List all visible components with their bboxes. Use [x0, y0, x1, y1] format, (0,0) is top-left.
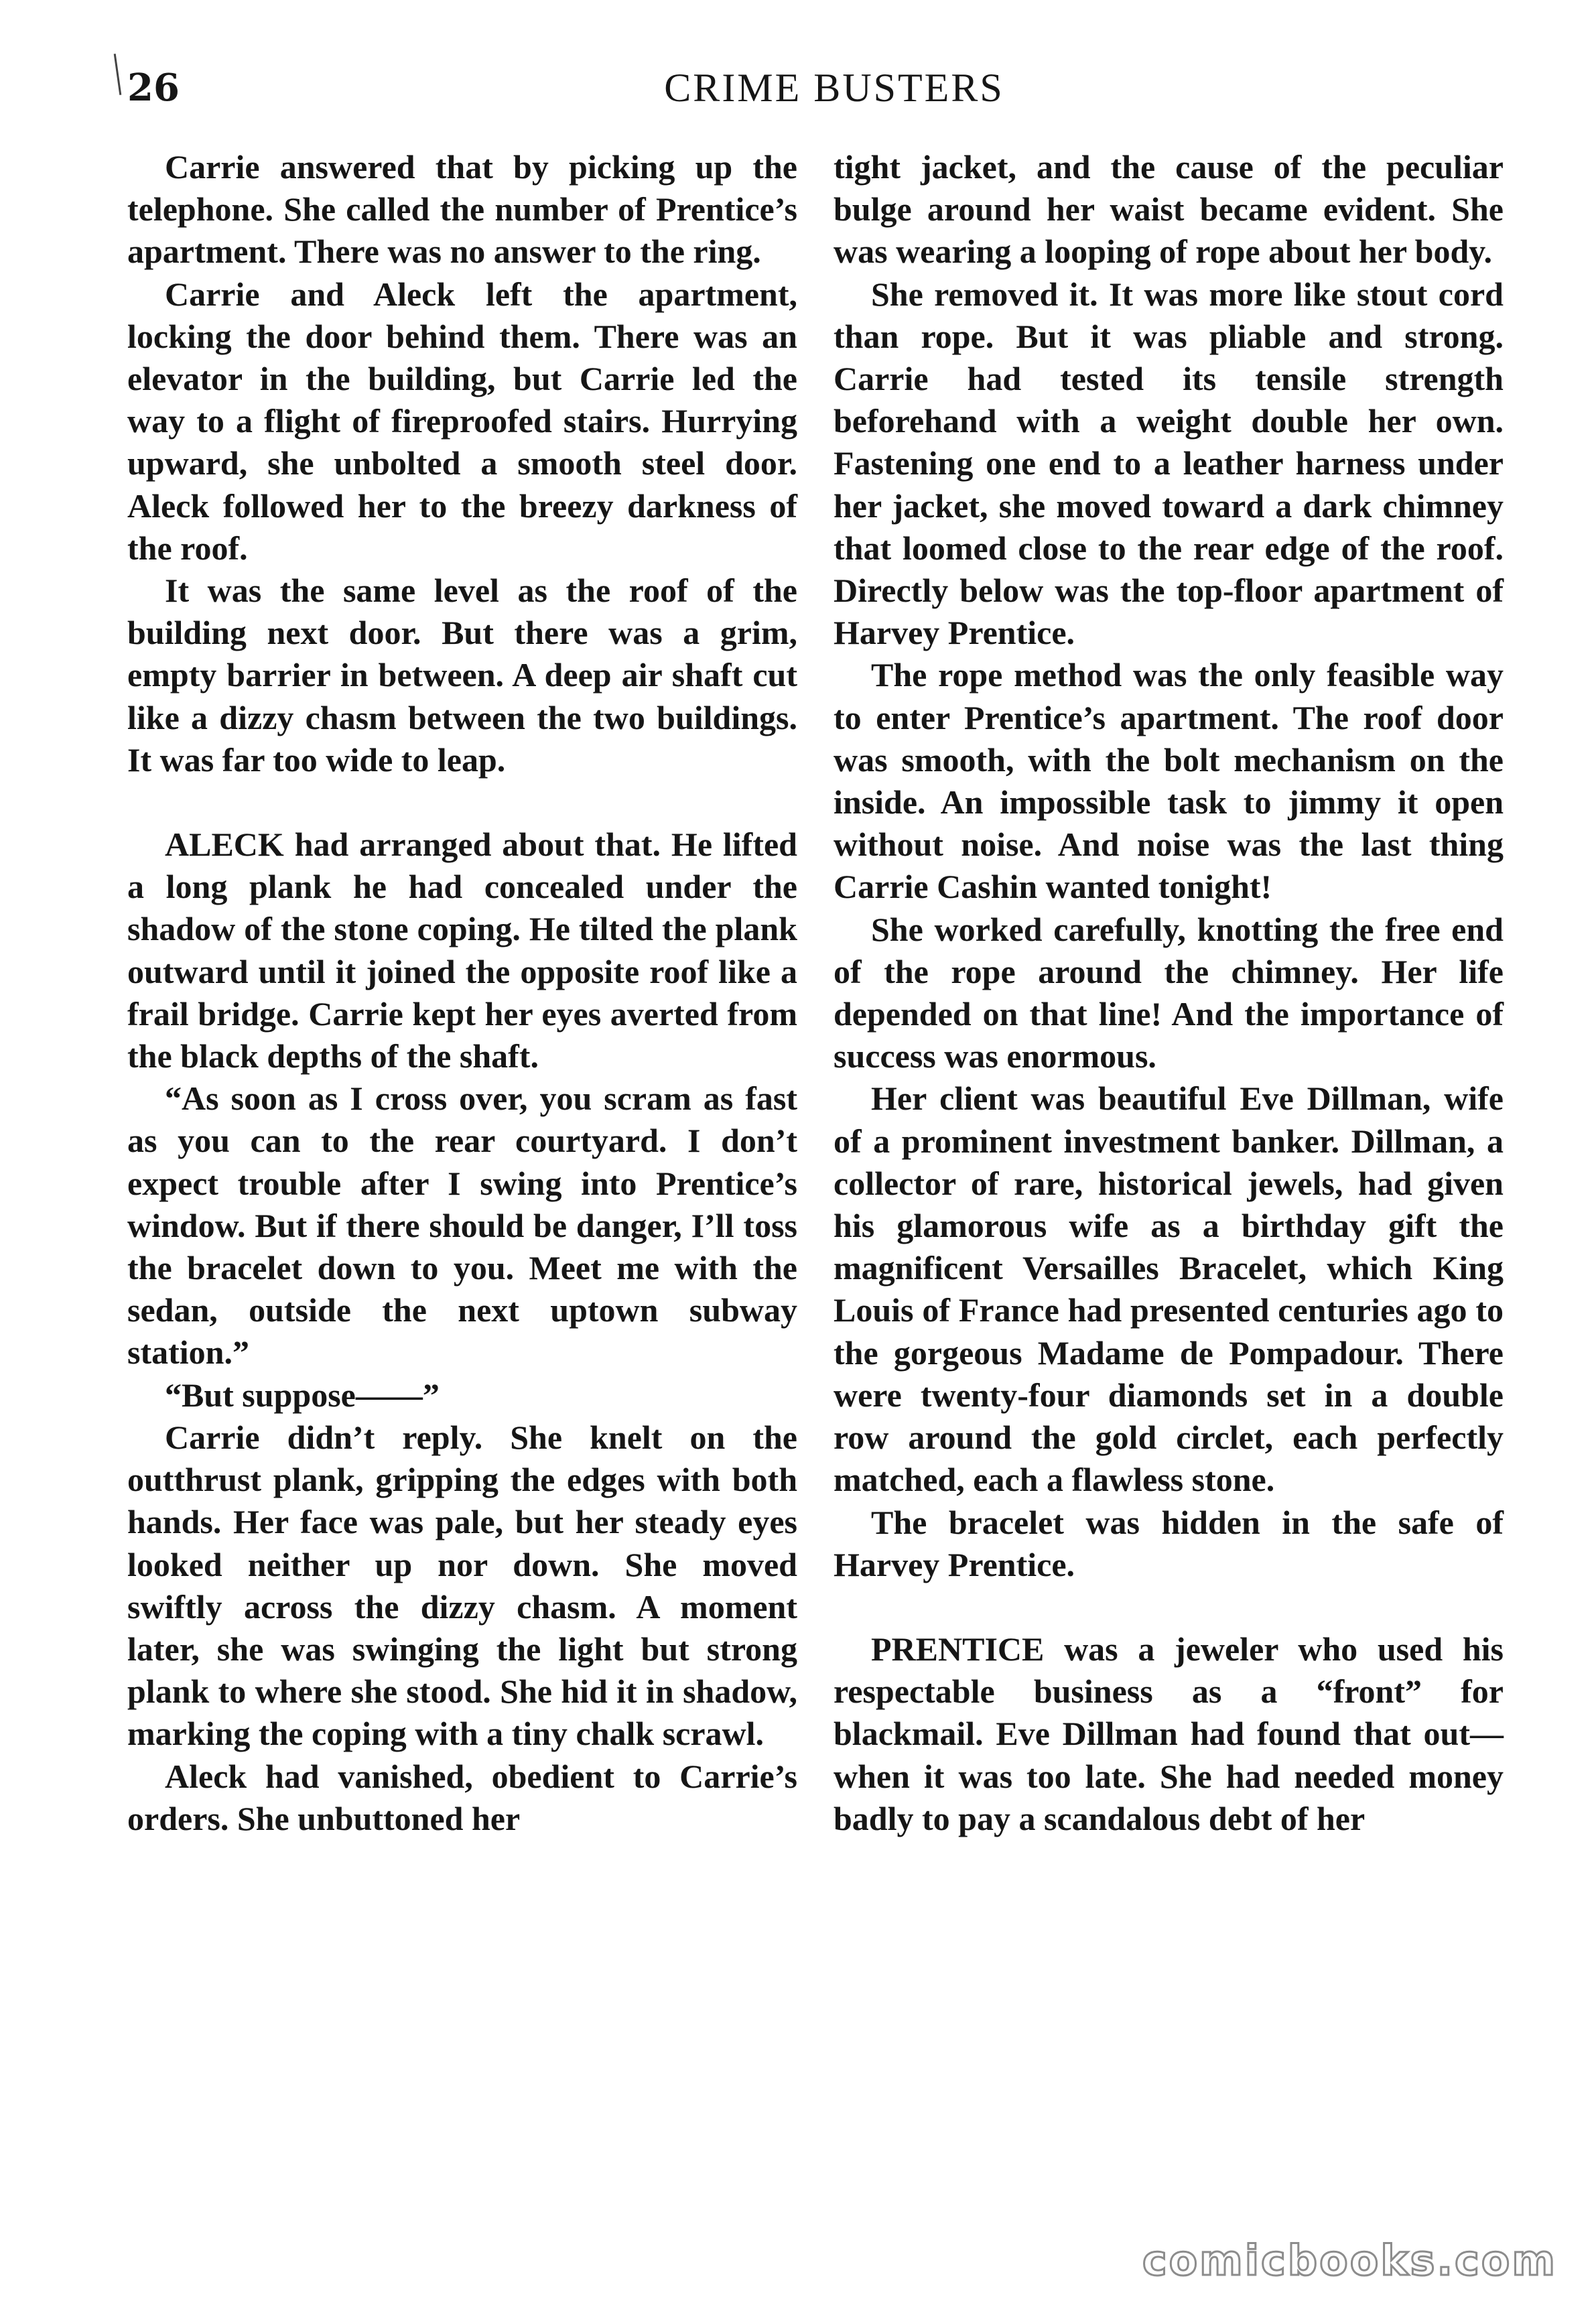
paragraph: The bracelet was hidden in the safe of Harvey Prentice.: [834, 1503, 1504, 1583]
paragraph: Her client was beautiful Eve Dillman, wife of a prominent investment banker. Dillman, a collector of rare, historical jewels, had given his glamorous wife as a birthday gift the magnificent Versailles Bracelet, which King Louis of France had presented centuries ago to the gorgeous Madame de Pompadour. There were twenty-four diamonds set in a double row around the gold circlet, each perfectly matched, each a flawless stone.: [834, 1079, 1504, 1499]
left-column: [127, 146, 797, 1840]
watermark-logo: comicbooks.com: [1142, 2236, 1557, 2285]
paragraph: It was the same level as the roof of the building next door. But there was a grim, empty barrier in between. A deep air shaft cut like a dizzy chasm between the two buildings. It was far too wide to leap.: [127, 572, 797, 779]
paragraph: Aleck had vanished, obedient to Carrie’s orders. She unbuttoned her: [127, 1757, 797, 1837]
running-title: CRIME BUSTERS: [664, 66, 1004, 110]
section-start-paragraph: ALECK had arranged about that. He lifted a long plank he had concealed under the shadow of the stone coping. He tilted the plank outward until it joined the opposite roof like a frail bridge. Carrie kept her eyes averted from the black depths of the shaft.: [127, 826, 797, 1075]
paragraph: “As soon as I cross over, you scram as fast as you can to the rear courtyard. I don’t expect trouble after I swing into Prentice’s window. But if there should be danger, I’ll toss the bracelet down to you. Meet me with the sedan, outside the next uptown subway station.”: [127, 1079, 797, 1372]
page-header: [127, 58, 1501, 118]
paragraph: The rope method was the only feasible way to enter Prentice’s apartment. The roof door was smooth, with the bolt mechanism on the inside. An impossible task to jimmy it open without noise. And noise was the last thing Carrie Cashin wanted tonight!: [834, 656, 1504, 906]
paragraph: Carrie and Aleck left the apartment, locking the door behind them. There was an elevator in the building, but Carrie led the way to a flight of fireproofed stairs. Hurrying upward, she unbolted a smooth steel door. Aleck followed her to the breezy darkness of the roof.: [127, 275, 797, 567]
right-column: [834, 146, 1504, 1840]
section-start-paragraph: PRENTICE was a jeweler who used his respectable business as a “front” for blackmail. Eve Dillman had found that out—when it was too late. She had needed money badly to pay a scandalous debt of her: [834, 1630, 1504, 1837]
paragraph: Carrie answered that by picking up the telephone. She called the number of Prentice’s apartment. There was no answer to the ring.: [127, 148, 797, 271]
page-number: 26: [127, 66, 180, 110]
paragraph: “But suppose——”: [165, 1376, 440, 1414]
margin-tick-mark: [114, 54, 122, 95]
paragraph: She worked carefully, knotting the free end of the rope around the chimney. Her life depended on that line! And the importance of success was enormous.: [834, 910, 1504, 1075]
paragraph: Carrie didn’t reply. She knelt on the outthrust plank, gripping the edges with both hands. Her face was pale, but her steady eyes looked neither up nor down. She moved swiftly across the dizzy chasm. A moment later, she was swinging the light but strong plank to where she stood. She hid it in shadow, marking the coping with a tiny chalk scrawl.: [127, 1418, 797, 1753]
continued-paragraph: tight jacket, and the cause of the peculiar bulge around her waist became evident. She was wearing a looping of rope about her body.: [834, 148, 1504, 271]
paragraph: She removed it. It was more like stout cord than rope. But it was pliable and strong. Carrie had tested its tensile strength beforehand with a weight double her own. Fastening one end to a leather harness under her jacket, she moved toward a dark chimney that loomed close to the rear edge of the roof. Directly below was the top-floor apartment of Harvey Prentice.: [834, 275, 1504, 652]
